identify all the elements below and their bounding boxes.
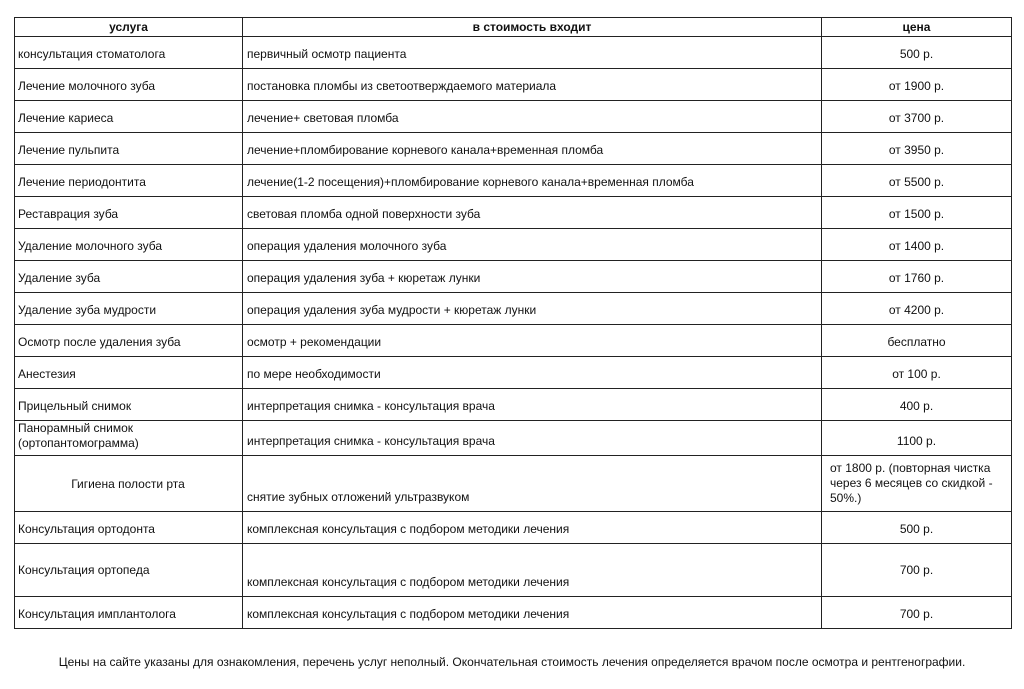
included-cell: лечение+ световая пломба — [243, 101, 822, 133]
price-cell: от 1400 р. — [822, 229, 1012, 261]
footnote: Цены на сайте указаны для ознакомления, перечень услуг неполный. Окончательная стоимость лечения определяется врачом после осмотра и рентгенографии. — [58, 655, 966, 669]
service-cell: Удаление зуба — [15, 261, 243, 293]
price-cell: бесплатно — [822, 325, 1012, 357]
table-row — [15, 293, 1012, 325]
service-cell: Консультация имплантолога — [15, 597, 243, 629]
table-row — [15, 512, 1012, 544]
service-cell: Панорамный снимок (ортопантомограмма) — [15, 421, 243, 456]
included-cell: интерпретация снимка - консультация врача — [243, 421, 822, 456]
service-cell: Удаление зуба мудрости — [15, 293, 243, 325]
price-cell: 700 р. — [822, 544, 1012, 597]
price-cell: от 1500 р. — [822, 197, 1012, 229]
table-row — [15, 69, 1012, 101]
service-cell: Лечение кариеса — [15, 101, 243, 133]
included-cell: по мере необходимости — [243, 357, 822, 389]
table-header-row — [15, 18, 1012, 37]
service-cell: консультация стоматолога — [15, 37, 243, 69]
service-cell: Реставрация зуба — [15, 197, 243, 229]
included-cell: операция удаления зуба + кюретаж лунки — [243, 261, 822, 293]
included-cell: снятие зубных отложений ультразвуком — [243, 456, 822, 512]
included-cell: лечение(1-2 посещения)+пломбирование корневого канала+временная пломба — [243, 165, 822, 197]
table-row — [15, 325, 1012, 357]
price-cell: от 100 р. — [822, 357, 1012, 389]
included-cell: комплексная консультация с подбором методики лечения — [243, 597, 822, 629]
price-cell: 500 р. — [822, 512, 1012, 544]
service-cell: Удаление молочного зуба — [15, 229, 243, 261]
price-cell: 1100 р. — [822, 421, 1012, 456]
included-cell: комплексная консультация с подбором методики лечения — [243, 544, 822, 597]
service-cell: Консультация ортодонта — [15, 512, 243, 544]
included-cell: осмотр + рекомендации — [243, 325, 822, 357]
included-cell: постановка пломбы из светоотверждаемого материала — [243, 69, 822, 101]
table-row — [15, 165, 1012, 197]
service-cell: Прицельный снимок — [15, 389, 243, 421]
service-cell: Лечение молочного зуба — [15, 69, 243, 101]
service-cell: Анестезия — [15, 357, 243, 389]
service-cell: Гигиена полости рта — [15, 456, 243, 512]
table-row — [15, 261, 1012, 293]
table-row — [15, 421, 1012, 456]
included-cell: операция удаления зуба мудрости + кюретаж лунки — [243, 293, 822, 325]
included-cell: первичный осмотр пациента — [243, 37, 822, 69]
table-row — [15, 37, 1012, 69]
price-cell: 700 р. — [822, 597, 1012, 629]
price-cell: от 3950 р. — [822, 133, 1012, 165]
table-row — [15, 229, 1012, 261]
included-cell: световая пломба одной поверхности зуба — [243, 197, 822, 229]
header-price: цена — [822, 18, 1012, 37]
included-cell: лечение+пломбирование корневого канала+временная пломба — [243, 133, 822, 165]
table-row — [15, 456, 1012, 512]
included-cell: операция удаления молочного зуба — [243, 229, 822, 261]
service-cell: Осмотр после удаления зуба — [15, 325, 243, 357]
price-cell: 500 р. — [822, 37, 1012, 69]
table-row — [15, 389, 1012, 421]
header-included: в стоимость входит — [243, 18, 822, 37]
price-cell: от 3700 р. — [822, 101, 1012, 133]
price-cell: от 1900 р. — [822, 69, 1012, 101]
price-cell: от 4200 р. — [822, 293, 1012, 325]
price-cell: 400 р. — [822, 389, 1012, 421]
table-row — [15, 133, 1012, 165]
table-row — [15, 544, 1012, 597]
service-cell: Консультация ортопеда — [15, 544, 243, 597]
price-cell: от 1760 р. — [822, 261, 1012, 293]
header-service: услуга — [15, 18, 243, 37]
price-table — [14, 17, 1012, 629]
service-cell: Лечение пульпита — [15, 133, 243, 165]
included-cell: комплексная консультация с подбором методики лечения — [243, 512, 822, 544]
price-cell: от 5500 р. — [822, 165, 1012, 197]
table-row — [15, 357, 1012, 389]
price-cell: от 1800 р. (повторная чистка через 6 месяцев со скидкой - 50%.) — [822, 456, 1012, 512]
table-row — [15, 197, 1012, 229]
table-row — [15, 101, 1012, 133]
table-row — [15, 597, 1012, 629]
included-cell: интерпретация снимка - консультация врача — [243, 389, 822, 421]
service-cell: Лечение периодонтита — [15, 165, 243, 197]
